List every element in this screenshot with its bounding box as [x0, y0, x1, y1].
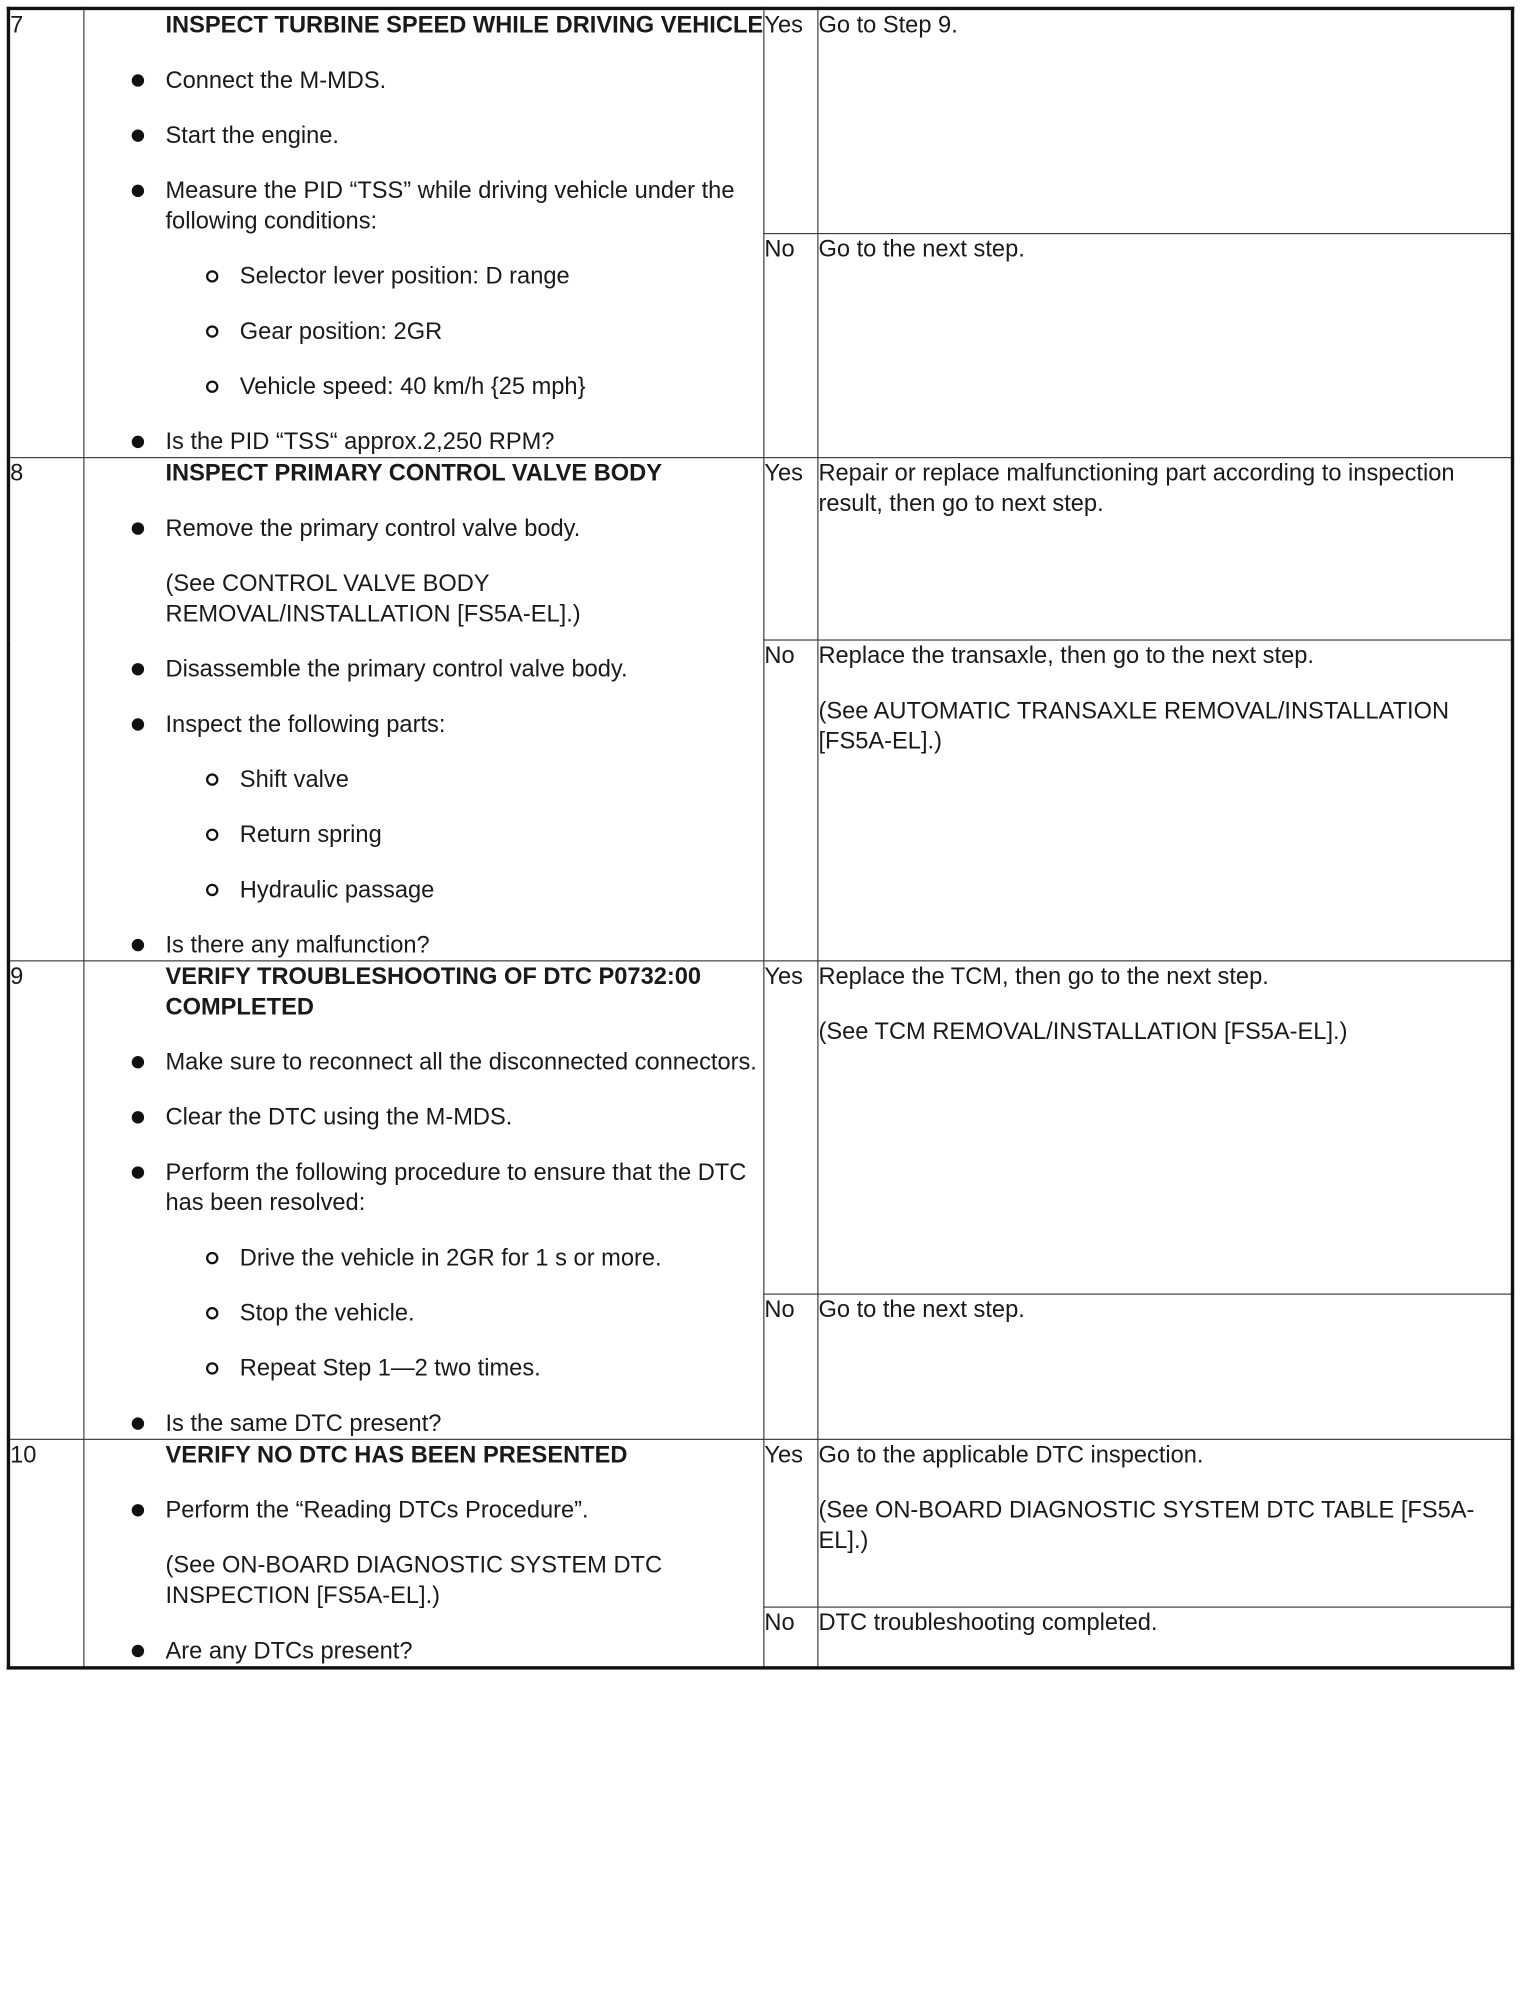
action-text: Replace the TCM, then go to the next step. — [818, 963, 1269, 990]
yes-label: Yes — [764, 961, 818, 1294]
procedure-sub-bullet: Return spring — [240, 820, 763, 850]
step-procedure — [84, 961, 764, 1439]
procedure-bullet: Perform the “Reading DTCs Procedure”. — [165, 1495, 763, 1525]
action-text: Go to Step 9. — [818, 12, 958, 39]
step-8-row-yes — [8, 458, 1512, 641]
procedure-question: Is there any malfunction? — [165, 930, 763, 960]
action-text: Go to the applicable DTC inspection. — [818, 1442, 1204, 1469]
action-reference: (See AUTOMATIC TRANSAXLE REMOVAL/INSTALLATION [FS5A-EL].) — [818, 698, 1450, 755]
action-text: Go to the next step. — [818, 1296, 1025, 1323]
step-procedure — [84, 458, 764, 961]
action-text: Repair or replace malfunctioning part according to inspection result, then go to next step. — [818, 460, 1455, 517]
procedure-sub-bullet: Selector lever position: D range — [240, 261, 763, 291]
action-text: Go to the next step. — [818, 235, 1025, 262]
action-reference: (See TCM REMOVAL/INSTALLATION [FS5A-EL].) — [818, 1018, 1348, 1045]
no-action — [818, 1294, 1513, 1439]
procedure-sub-bullet: Repeat Step 1—2 two times. — [240, 1353, 763, 1383]
no-label: No — [764, 1294, 818, 1439]
no-label: No — [764, 1607, 818, 1668]
procedure-sub-bullet: Drive the vehicle in 2GR for 1 s or more. — [240, 1243, 763, 1273]
procedure-bullet: Inspect the following parts: — [165, 709, 763, 739]
action-reference: (See ON-BOARD DIAGNOSTIC SYSTEM DTC TABLE [FS5A-EL].) — [818, 1497, 1475, 1554]
yes-action — [818, 1439, 1513, 1606]
procedure-question: Is the PID “TSS“ approx.2,250 RPM? — [165, 427, 763, 457]
procedure-reference: (See ON-BOARD DIAGNOSTIC SYSTEM DTC INSPECTION [FS5A-EL].) — [165, 1552, 663, 1609]
procedure-bullet: Start the engine. — [165, 120, 763, 150]
step-number: 8 — [8, 458, 83, 961]
step-heading: VERIFY TROUBLESHOOTING OF DTC P0732:00 COMPLETED — [165, 963, 702, 1020]
step-number: 7 — [8, 8, 83, 457]
procedure-reference: (See CONTROL VALVE BODY REMOVAL/INSTALLATION [FS5A-EL].) — [165, 570, 581, 628]
no-action — [818, 233, 1513, 458]
procedure-sub-bullet: Stop the vehicle. — [240, 1298, 763, 1328]
procedure-bullet: Remove the primary control valve body. — [165, 513, 763, 543]
step-procedure — [84, 8, 764, 457]
step-10-row-yes — [8, 1439, 1512, 1606]
action-text: DTC troubleshooting completed. — [818, 1609, 1158, 1636]
yes-action — [818, 961, 1513, 1294]
no-action — [818, 1607, 1513, 1668]
step-7-row-yes — [8, 8, 1512, 233]
procedure-bullet: Measure the PID “TSS” while driving vehicle under the following conditions: — [165, 176, 763, 237]
procedure-bullet: Disassemble the primary control valve body. — [165, 654, 763, 684]
procedure-bullet: Perform the following procedure to ensure that the DTC has been resolved: — [165, 1157, 763, 1218]
yes-label: Yes — [764, 1439, 818, 1606]
yes-action — [818, 458, 1513, 641]
step-number: 9 — [8, 961, 83, 1439]
action-text: Replace the transaxle, then go to the next step. — [818, 643, 1314, 669]
no-label: No — [764, 233, 818, 458]
procedure-bullet: Connect the M-MDS. — [165, 65, 763, 95]
step-heading: INSPECT TURBINE SPEED WHILE DRIVING VEHICLE — [165, 12, 764, 39]
step-9-row-yes — [8, 961, 1512, 1294]
procedure-question: Are any DTCs present? — [165, 1636, 763, 1666]
procedure-sub-bullet: Hydraulic passage — [240, 875, 763, 905]
yes-action — [818, 8, 1513, 233]
no-action — [818, 640, 1513, 961]
procedure-bullet: Clear the DTC using the M-MDS. — [165, 1102, 763, 1132]
step-heading: INSPECT PRIMARY CONTROL VALVE BODY — [165, 460, 663, 487]
procedure-bullet: Make sure to reconnect all the disconnected connectors. — [165, 1047, 763, 1077]
yes-label: Yes — [764, 458, 818, 641]
step-procedure — [84, 1439, 764, 1668]
procedure-sub-bullet: Vehicle speed: 40 km/h {25 mph} — [240, 372, 763, 402]
step-heading: VERIFY NO DTC HAS BEEN PRESENTED — [165, 1442, 628, 1469]
procedure-sub-bullet: Shift valve — [240, 764, 763, 794]
procedure-sub-bullet: Gear position: 2GR — [240, 316, 763, 346]
procedure-question: Is the same DTC present? — [165, 1408, 763, 1438]
step-number: 10 — [8, 1439, 83, 1668]
no-label: No — [764, 640, 818, 961]
yes-label: Yes — [764, 8, 818, 233]
troubleshooting-table — [7, 7, 1514, 1670]
